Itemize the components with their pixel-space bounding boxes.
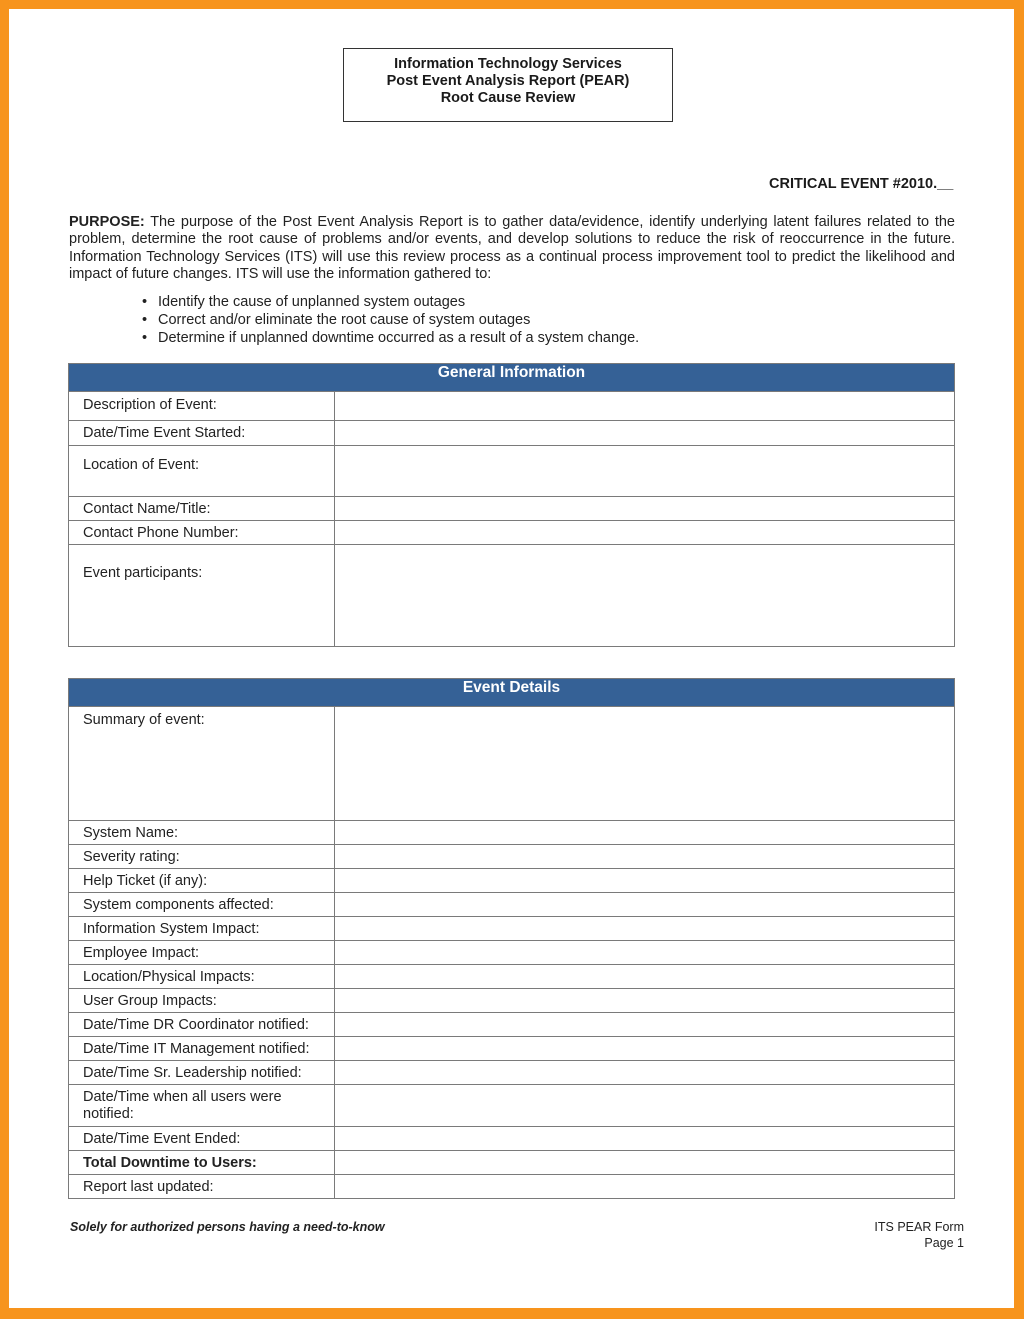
title-box — [343, 48, 673, 122]
event-details-heading: Event Details — [69, 679, 955, 707]
purpose-paragraph — [69, 214, 955, 284]
field-label: Date/Time DR Coordinator notified: — [69, 1013, 335, 1037]
system-name-field[interactable] — [335, 821, 955, 845]
field-label: Report last updated: — [69, 1175, 335, 1199]
bullet-item: • Identify the cause of unplanned system outages — [142, 293, 639, 311]
field-label: Date/Time when all users were notified: — [69, 1085, 335, 1127]
field-label: Event participants: — [69, 545, 335, 647]
confidentiality-notice: Solely for authorized persons having a need-to-know — [70, 1220, 385, 1234]
help-ticket-field[interactable] — [335, 869, 955, 893]
title-line-2: Post Event Analysis Report (PEAR) — [386, 73, 630, 89]
general-information-table — [68, 363, 955, 647]
information-system-impact-field[interactable] — [335, 917, 955, 941]
form-footer — [874, 1220, 964, 1251]
dr-coordinator-notified-field[interactable] — [335, 1013, 955, 1037]
severity-rating-field[interactable] — [335, 845, 955, 869]
report-last-updated-field[interactable] — [335, 1175, 955, 1199]
purpose-label: PURPOSE: — [69, 214, 145, 230]
field-label: Location/Physical Impacts: — [69, 965, 335, 989]
field-label: Date/Time Sr. Leadership notified: — [69, 1061, 335, 1085]
field-label: Employee Impact: — [69, 941, 335, 965]
critical-event-number: CRITICAL EVENT #2010.__ — [769, 176, 954, 192]
contact-phone-number-field[interactable] — [335, 521, 955, 545]
event-participants-field[interactable] — [335, 545, 955, 647]
location-of-event-field[interactable] — [335, 446, 955, 497]
total-downtime-field[interactable] — [335, 1151, 955, 1175]
bullet-item: • Correct and/or eliminate the root cause of system outages — [142, 311, 639, 329]
location-physical-impacts-field[interactable] — [335, 965, 955, 989]
it-management-notified-field[interactable] — [335, 1037, 955, 1061]
field-label: Summary of event: — [69, 707, 335, 821]
field-label: Contact Name/Title: — [69, 497, 335, 521]
event-details-table — [68, 678, 955, 1199]
purpose-bullets — [142, 293, 639, 347]
purpose-text: The purpose of the Post Event Analysis Report is to gather data/evidence, identify underlying latent failures related to the problem, determine the root cause of problems and/or events, and develop solutions to reduce the risk of reoccurrence in the future. Information Technology Services (ITS) will use this review process as a continual process improvement tool to predict the likelihood and impact of future changes. ITS will use the information gathered to: — [69, 214, 955, 283]
field-label: Location of Event: — [69, 446, 335, 497]
field-label: Date/Time Event Started: — [69, 421, 335, 446]
date-time-event-ended-field[interactable] — [335, 1127, 955, 1151]
employee-impact-field[interactable] — [335, 941, 955, 965]
field-label: System components affected: — [69, 893, 335, 917]
field-label: Date/Time IT Management notified: — [69, 1037, 335, 1061]
field-label: Information System Impact: — [69, 917, 335, 941]
title-line-1: Information Technology Services — [394, 56, 622, 72]
sr-leadership-notified-field[interactable] — [335, 1061, 955, 1085]
general-information-heading: General Information — [69, 364, 955, 392]
title-line-3: Root Cause Review — [440, 90, 576, 106]
user-group-impacts-field[interactable] — [335, 989, 955, 1013]
field-label: User Group Impacts: — [69, 989, 335, 1013]
bullet-item: • Determine if unplanned downtime occurred as a result of a system change. — [142, 329, 639, 347]
description-of-event-field[interactable] — [335, 392, 955, 421]
form-name: ITS PEAR Form — [874, 1220, 964, 1234]
date-time-event-started-field[interactable] — [335, 421, 955, 446]
contact-name-title-field[interactable] — [335, 497, 955, 521]
page-number: Page 1 — [924, 1235, 964, 1250]
all-users-notified-field[interactable] — [335, 1085, 955, 1127]
field-label: Help Ticket (if any): — [69, 869, 335, 893]
system-components-affected-field[interactable] — [335, 893, 955, 917]
field-label: Description of Event: — [69, 392, 335, 421]
summary-of-event-field[interactable] — [335, 707, 955, 821]
field-label: Severity rating: — [69, 845, 335, 869]
field-label: Date/Time Event Ended: — [69, 1127, 335, 1151]
field-label: Total Downtime to Users: — [69, 1151, 335, 1175]
field-label: System Name: — [69, 821, 335, 845]
field-label: Contact Phone Number: — [69, 521, 335, 545]
